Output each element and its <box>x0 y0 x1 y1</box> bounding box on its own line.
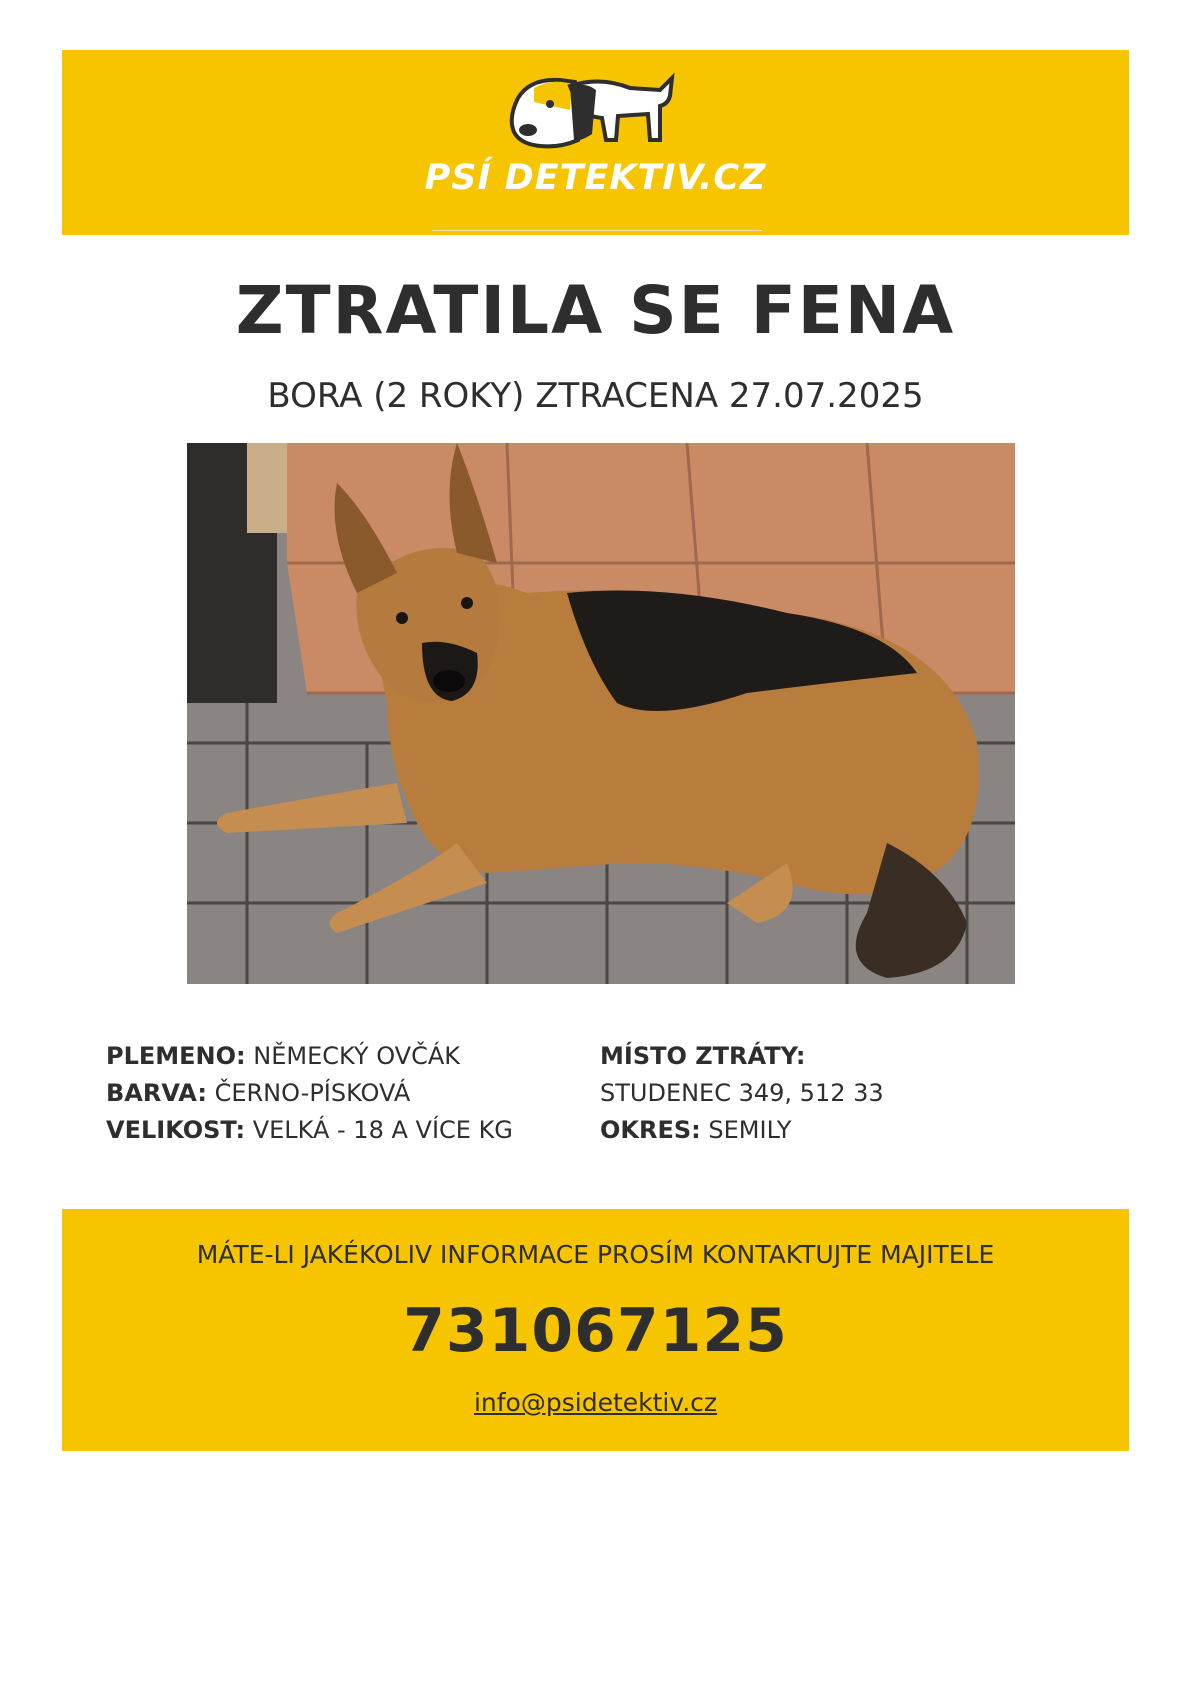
contact-message: MÁTE-LI JAKÉKOLIV INFORMACE PROSÍM KONTAKTUJTE MAJITELE <box>196 1240 995 1269</box>
brand-name: PSÍ DETEKTIV.CZ <box>424 158 767 198</box>
phone-number[interactable]: 731067125 <box>403 1296 788 1366</box>
color-value: ČERNO-PÍSKOVÁ <box>214 1079 411 1107</box>
email-link[interactable]: info@psidetektiv.cz <box>473 1388 718 1417</box>
page-title: ZTRATILA SE FENA <box>235 272 956 349</box>
size-row <box>106 1112 513 1149</box>
breed-row <box>106 1038 513 1075</box>
page-subtitle: BORA (2 ROKY) ZTRACENA 27.07.2025 <box>267 376 924 416</box>
location-value: STUDENEC 349, 512 33 <box>600 1079 884 1107</box>
location-label-row <box>600 1038 884 1075</box>
breed-value: NĚMECKÝ OVČÁK <box>253 1042 460 1070</box>
location-label: MÍSTO ZTRÁTY: <box>600 1042 806 1070</box>
district-label: OKRES: <box>600 1116 701 1144</box>
color-row <box>106 1075 513 1112</box>
details-left <box>106 1038 513 1149</box>
size-label: VELIKOST: <box>106 1116 246 1144</box>
color-label: BARVA: <box>106 1079 207 1107</box>
german-shepherd-photo <box>187 443 1015 984</box>
district-row <box>600 1112 884 1149</box>
dog-logo-icon <box>500 70 680 155</box>
divider <box>432 230 762 231</box>
details-right <box>600 1038 884 1149</box>
breed-label: PLEMENO: <box>106 1042 246 1070</box>
district-value: SEMILY <box>708 1116 792 1144</box>
size-value: VELKÁ - 18 A VÍCE KG <box>252 1116 513 1144</box>
